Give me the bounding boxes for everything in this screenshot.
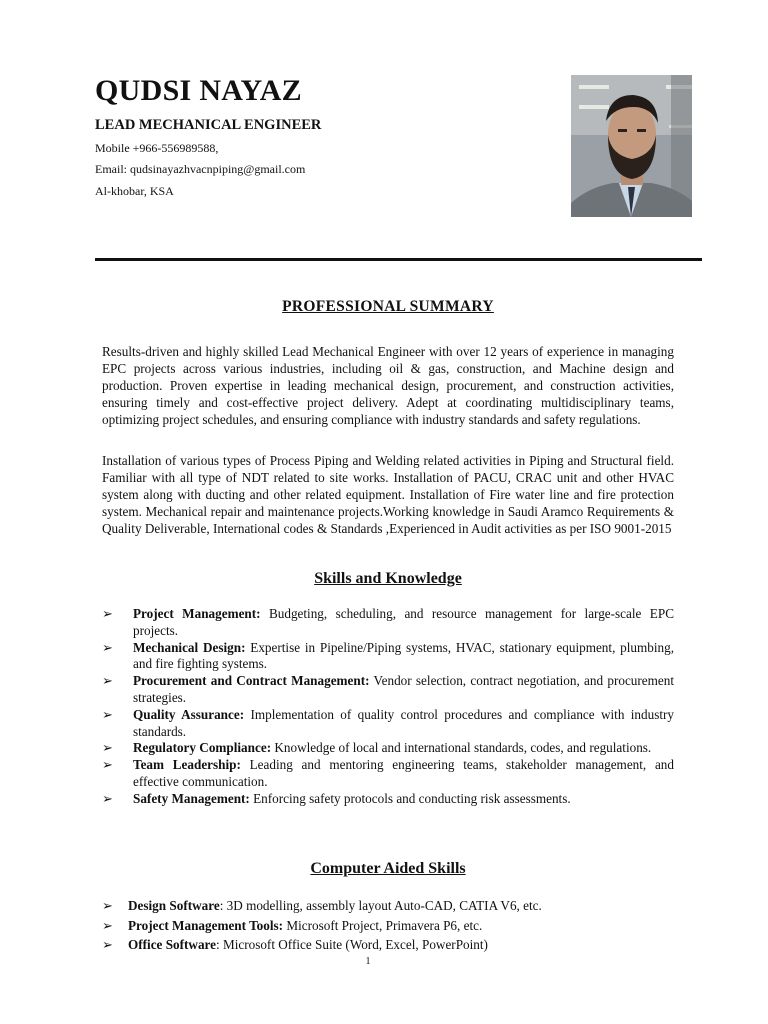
skill-term: Mechanical Design: xyxy=(133,639,246,655)
skill-description: Vendor selection, contract negotiation, and procurement strategies. xyxy=(133,673,675,705)
skill-description: Enforcing safety protocols and conducting risk assessments. xyxy=(249,790,571,806)
computer-skills-list xyxy=(102,896,674,955)
computer-skill-term: Design Software xyxy=(128,898,220,913)
candidate-name: QUDSI NAYAZ xyxy=(95,74,302,107)
skill-term: Regulatory Compliance: xyxy=(133,740,272,756)
header-divider xyxy=(95,258,702,261)
skill-term: Safety Management: xyxy=(133,790,250,806)
location: Al-khobar, KSA xyxy=(95,184,174,198)
computer-skill-item xyxy=(102,916,674,936)
arrow-bullet-icon: ➢ xyxy=(102,898,113,913)
skill-description: Implementation of quality control procedures and compliance with industry standards. xyxy=(133,706,674,739)
arrow-bullet-icon: ➢ xyxy=(102,917,113,933)
skill-item xyxy=(102,606,674,640)
skill-item xyxy=(102,740,674,757)
arrow-bullet-icon: ➢ xyxy=(102,606,113,621)
skill-item xyxy=(102,757,674,791)
skill-item xyxy=(102,640,674,674)
skill-term: Procurement and Contract Management: xyxy=(133,673,370,689)
arrow-bullet-icon: ➢ xyxy=(102,757,113,773)
skill-term: Team Leadership: xyxy=(133,757,241,773)
computer-skill-item xyxy=(102,896,674,916)
arrow-bullet-icon: ➢ xyxy=(102,673,113,689)
profile-photo xyxy=(571,75,692,217)
skill-item xyxy=(102,673,674,707)
arrow-bullet-icon: ➢ xyxy=(102,639,113,655)
arrow-bullet-icon: ➢ xyxy=(102,740,113,756)
page-number: 1 xyxy=(365,956,371,967)
skill-description: Knowledge of local and international standards, codes, and regulations. xyxy=(271,740,652,756)
skill-term: Quality Assurance: xyxy=(133,706,245,722)
computer-skill-description: Microsoft Project, Primavera P6, etc. xyxy=(283,917,483,933)
arrow-bullet-icon: ➢ xyxy=(102,706,113,722)
computer-skill-term: Project Management Tools: xyxy=(128,917,284,933)
computer-skill-item xyxy=(102,935,674,955)
computer-skill-description: : 3D modelling, assembly layout Auto-CAD, CATIA V6, etc. xyxy=(219,898,542,913)
skill-item xyxy=(102,707,674,741)
skill-description: Leading and mentoring engineering teams, stakeholder management, and effective communication. xyxy=(133,757,674,789)
skills-list xyxy=(102,606,674,808)
skills-heading: Skills and Knowledge xyxy=(314,570,462,587)
computer-skill-description: : Microsoft Office Suite (Word, Excel, PowerPoint) xyxy=(216,937,488,952)
email-address: Email: qudsinayazhvacnpiping@gmail.com xyxy=(95,162,306,176)
job-title: LEAD MECHANICAL ENGINEER xyxy=(95,117,322,133)
computer-skills-heading: Computer Aided Skills xyxy=(310,860,466,877)
skill-description: Expertise in Pipeline/Piping systems, HVAC, stationary equipment, plumbing, and fire fighting systems. xyxy=(133,639,675,672)
arrow-bullet-icon: ➢ xyxy=(102,937,113,952)
skill-description: Budgeting, scheduling, and resource management for large-scale EPC projects. xyxy=(133,606,674,638)
skill-item xyxy=(102,791,674,808)
computer-skill-term: Office Software xyxy=(128,937,217,952)
experience-paragraph: Installation of various types of Process Piping and Welding related activities in Piping and Structural field. Familiar with all type of NDT related to site works. Installation of PACU, CRAC unit and other HVAC system along with ducting and other related equipment. Installation of Fire water line and fire protection system. Mechanical repair and maintenance projects.Working knowledge in Saudi Aramco Requirements & Quality Deliverable, International codes & Standards ,Experienced in Audit activities as per ISO 9001-2015 xyxy=(102,453,674,536)
arrow-bullet-icon: ➢ xyxy=(102,790,113,806)
skill-term: Project Management: xyxy=(133,606,261,621)
summary-paragraph: Results-driven and highly skilled Lead Mechanical Engineer with over 12 years of experience in managing EPC projects across various industries, including oil & gas, construction, and Machine design and production. Proven expertise in leading mechanical design, procurement, and construction activities, ensuring timely and cost-effective project delivery. Adept at coordinating multidisciplinary teams, optimizing project schedules, and ensuring compliance with industry standards and safety regulations. xyxy=(102,344,674,427)
summary-heading: PROFESSIONAL SUMMARY xyxy=(282,298,494,315)
mobile-number: Mobile +966-556989588, xyxy=(95,141,219,155)
